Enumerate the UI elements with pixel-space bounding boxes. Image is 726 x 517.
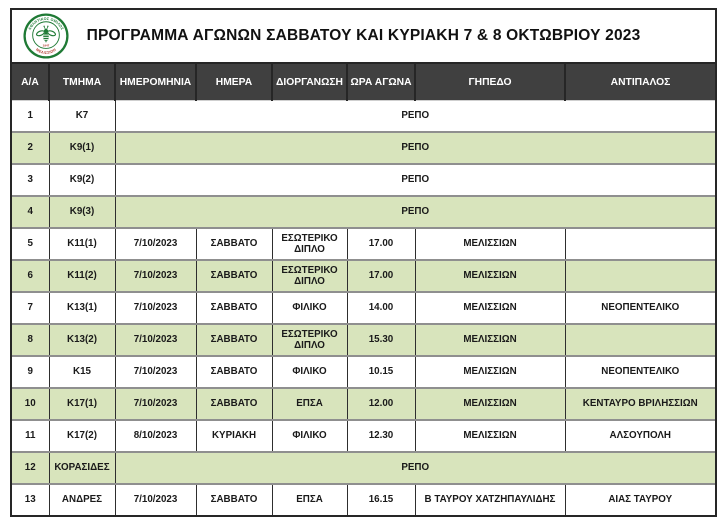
- cell-rest: ΡΕΠΟ: [115, 452, 715, 484]
- column-header-venue: ΓΗΠΕΔΟ: [415, 64, 565, 101]
- cell-day: ΣΑΒΒΑΤΟ: [196, 324, 272, 356]
- cell-team: ΚΟΡΑΣΙΔΕΣ: [49, 452, 115, 484]
- cell-time: 16.15: [347, 484, 415, 515]
- cell-date: 7/10/2023: [115, 228, 196, 260]
- table-row: [12, 484, 715, 515]
- cell-time: 17.00: [347, 228, 415, 260]
- cell-team: Κ9(1): [49, 132, 115, 164]
- table-row: [12, 196, 715, 228]
- table-row: [12, 164, 715, 196]
- cell-index: 7: [12, 292, 49, 324]
- cell-index: 5: [12, 228, 49, 260]
- schedule-table: [12, 64, 715, 515]
- cell-time: 15.30: [347, 324, 415, 356]
- cell-time: 10.15: [347, 356, 415, 388]
- cell-index: 4: [12, 196, 49, 228]
- column-header-index: Α/Α: [12, 64, 49, 101]
- cell-team: Κ13(2): [49, 324, 115, 356]
- schedule-sheet: [10, 8, 717, 517]
- cell-opponent: ΝΕΟΠΕΝΤΕΛΙΚΟ: [565, 292, 715, 324]
- cell-team: Κ11(2): [49, 260, 115, 292]
- cell-competition: ΦΙΛΙΚΟ: [272, 356, 347, 388]
- cell-index: 9: [12, 356, 49, 388]
- cell-index: 1: [12, 101, 49, 133]
- cell-team: Κ13(1): [49, 292, 115, 324]
- cell-index: 2: [12, 132, 49, 164]
- cell-venue: Β ΤΑΥΡΟΥ ΧΑΤΖΗΠΑΥΛΙΔΗΣ: [415, 484, 565, 515]
- cell-time: 14.00: [347, 292, 415, 324]
- cell-opponent: [565, 260, 715, 292]
- cell-rest: ΡΕΠΟ: [115, 101, 715, 133]
- cell-rest: ΡΕΠΟ: [115, 132, 715, 164]
- cell-team: Κ17(2): [49, 420, 115, 452]
- column-header-team: ΤΜΗΜΑ: [49, 64, 115, 101]
- page-title: ΠΡΟΓΡΑΜΜΑ ΑΓΩΝΩΝ ΣΑΒΒΑΤΟΥ ΚΑΙ ΚΥΡΙΑΚΗ 7 & 8 ΟΚΤΩΒΡΙΟΥ 2023: [86, 27, 641, 44]
- table-row: [12, 452, 715, 484]
- cell-venue: ΜΕΛΙΣΣΙΩΝ: [415, 420, 565, 452]
- cell-day: ΣΑΒΒΑΤΟ: [196, 484, 272, 515]
- table-row: [12, 228, 715, 260]
- cell-day: ΚΥΡΙΑΚΗ: [196, 420, 272, 452]
- cell-competition: ΕΣΩΤΕΡΙΚΟ ΔΙΠΛΟ: [272, 324, 347, 356]
- table-row: [12, 132, 715, 164]
- title-bar: [12, 10, 715, 64]
- cell-competition: ΦΙΛΙΚΟ: [272, 420, 347, 452]
- cell-date: 7/10/2023: [115, 484, 196, 515]
- cell-venue: ΜΕΛΙΣΣΙΩΝ: [415, 356, 565, 388]
- cell-opponent: [565, 228, 715, 260]
- table-row: [12, 292, 715, 324]
- cell-competition: ΕΣΩΤΕΡΙΚΟ ΔΙΠΛΟ: [272, 260, 347, 292]
- column-header-time: ΩΡΑ ΑΓΩΝΑ: [347, 64, 415, 101]
- cell-venue: ΜΕΛΙΣΣΙΩΝ: [415, 260, 565, 292]
- cell-day: ΣΑΒΒΑΤΟ: [196, 260, 272, 292]
- cell-index: 6: [12, 260, 49, 292]
- cell-venue: ΜΕΛΙΣΣΙΩΝ: [415, 292, 565, 324]
- table-row: [12, 260, 715, 292]
- column-header-opponent: ΑΝΤΙΠΑΛΟΣ: [565, 64, 715, 101]
- cell-time: 17.00: [347, 260, 415, 292]
- cell-competition: ΦΙΛΙΚΟ: [272, 292, 347, 324]
- logo-bottom-arc-text: ΜΕΛΙΣΣΙΩΝ: [35, 47, 57, 55]
- table-row: [12, 420, 715, 452]
- cell-index: 13: [12, 484, 49, 515]
- cell-competition: ΕΣΩΤΕΡΙΚΟ ΔΙΠΛΟ: [272, 228, 347, 260]
- cell-rest: ΡΕΠΟ: [115, 164, 715, 196]
- cell-opponent: ΝΕΟΠΕΝΤΕΛΙΚΟ: [565, 356, 715, 388]
- cell-date: 7/10/2023: [115, 292, 196, 324]
- cell-index: 11: [12, 420, 49, 452]
- cell-team: ΑΝΔΡΕΣ: [49, 484, 115, 515]
- cell-index: 8: [12, 324, 49, 356]
- logo-year: 1947: [42, 43, 50, 48]
- cell-team: Κ7: [49, 101, 115, 133]
- club-logo: [23, 13, 69, 59]
- cell-opponent: ΚΕΝΤΑΥΡΟ ΒΡΙΛΗΣΣΙΩΝ: [565, 388, 715, 420]
- table-row: [12, 388, 715, 420]
- table-row: [12, 324, 715, 356]
- cell-time: 12.30: [347, 420, 415, 452]
- cell-time: 12.00: [347, 388, 415, 420]
- column-header-date: ΗΜΕΡΟΜΗΝΙΑ: [115, 64, 196, 101]
- cell-rest: ΡΕΠΟ: [115, 196, 715, 228]
- cell-date: 7/10/2023: [115, 324, 196, 356]
- cell-date: 7/10/2023: [115, 260, 196, 292]
- cell-team: Κ17(1): [49, 388, 115, 420]
- cell-day: ΣΑΒΒΑΤΟ: [196, 228, 272, 260]
- table-row: [12, 356, 715, 388]
- cell-day: ΣΑΒΒΑΤΟ: [196, 356, 272, 388]
- logo-top-arc-text: ΑΘΛΗΤΙΚΟΣ ΟΜΙΛΟΣ: [27, 16, 65, 31]
- cell-team: Κ11(1): [49, 228, 115, 260]
- cell-opponent: ΑΙΑΣ ΤΑΥΡΟΥ: [565, 484, 715, 515]
- column-header-competition: ΔΙΟΡΓΑΝΩΣΗ: [272, 64, 347, 101]
- table-row: [12, 101, 715, 133]
- header-row: [12, 64, 715, 101]
- cell-index: 3: [12, 164, 49, 196]
- cell-date: 7/10/2023: [115, 388, 196, 420]
- cell-date: 8/10/2023: [115, 420, 196, 452]
- cell-opponent: ΑΛΣΟΥΠΟΛΗ: [565, 420, 715, 452]
- cell-day: ΣΑΒΒΑΤΟ: [196, 292, 272, 324]
- column-header-day: ΗΜΕΡΑ: [196, 64, 272, 101]
- cell-venue: ΜΕΛΙΣΣΙΩΝ: [415, 228, 565, 260]
- cell-venue: ΜΕΛΙΣΣΙΩΝ: [415, 388, 565, 420]
- cell-team: Κ9(3): [49, 196, 115, 228]
- cell-competition: ΕΠΣΑ: [272, 388, 347, 420]
- cell-competition: ΕΠΣΑ: [272, 484, 347, 515]
- cell-team: Κ9(2): [49, 164, 115, 196]
- cell-date: 7/10/2023: [115, 356, 196, 388]
- cell-venue: ΜΕΛΙΣΣΙΩΝ: [415, 324, 565, 356]
- schedule-table-body: [12, 101, 715, 516]
- cell-index: 10: [12, 388, 49, 420]
- cell-team: Κ15: [49, 356, 115, 388]
- cell-day: ΣΑΒΒΑΤΟ: [196, 388, 272, 420]
- cell-index: 12: [12, 452, 49, 484]
- cell-opponent: [565, 324, 715, 356]
